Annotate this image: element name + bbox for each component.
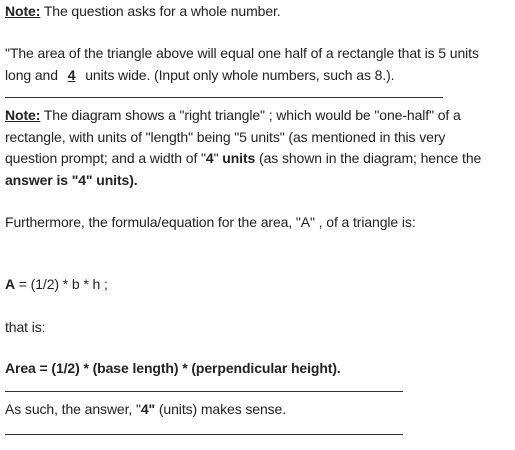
divider-2 [5, 391, 403, 392]
conclusion [5, 400, 286, 418]
note-2-line-4-post: ). [129, 172, 138, 188]
note-2-line-4-b: 4" units [78, 172, 130, 188]
conclusion-pre: As such, the answer, " [5, 401, 141, 417]
note-2-label: Note: [5, 107, 41, 123]
note-1 [5, 2, 281, 20]
note-1-label: Note: [5, 3, 41, 19]
formula-a: A [5, 276, 16, 292]
conclusion-b: 4" [140, 401, 156, 417]
answer-blank: 4 [67, 67, 76, 83]
furthermore-text: Furthermore, the formula/equation for the area, "A" , of a triangle is: [5, 214, 416, 230]
quote-line-1: "The area of the triangle above will equal one half of a rectangle that is 5 units [5, 45, 479, 61]
note-2-line-1 [5, 106, 461, 124]
area-formula: Area = (1/2) * (base length) * (perpendicular height). [5, 360, 341, 376]
note-2-line-3-mid: " [213, 150, 223, 166]
note-2-line-1-rest: The diagram shows a "right triangle" ; which would be "one-half" of a [40, 107, 461, 123]
formula [5, 275, 108, 293]
note-2-line-3-b1: 4 [205, 150, 214, 166]
note-2-line-3-post: (as shown in the diagram; hence the [255, 150, 482, 166]
quote-line-2-pre: long and [5, 67, 62, 83]
conclusion-post: (units) makes sense. [155, 401, 287, 417]
note-2-line-3 [5, 149, 481, 167]
note-2-line-4-pre: answer is " [5, 172, 79, 188]
note-2-line-3-b2: units [222, 150, 256, 166]
note-2-line-4 [5, 171, 138, 189]
formula-rest: = (1/2) * b * h ; [15, 276, 108, 292]
divider-1 [5, 97, 443, 98]
that-is-text: that is: [5, 319, 46, 335]
quote-line-2-post: units wide. (Input only whole numbers, such as 8.). [81, 67, 395, 83]
note-1-text: The question asks for a whole number. [40, 3, 281, 19]
divider-3 [5, 434, 403, 435]
quote-line-2 [5, 66, 394, 84]
note-2-line-2: rectangle, with units of "length" being "5 units" (as mentioned in this very [5, 129, 446, 145]
note-2-line-3-pre: question prompt; and a width of " [5, 150, 206, 166]
